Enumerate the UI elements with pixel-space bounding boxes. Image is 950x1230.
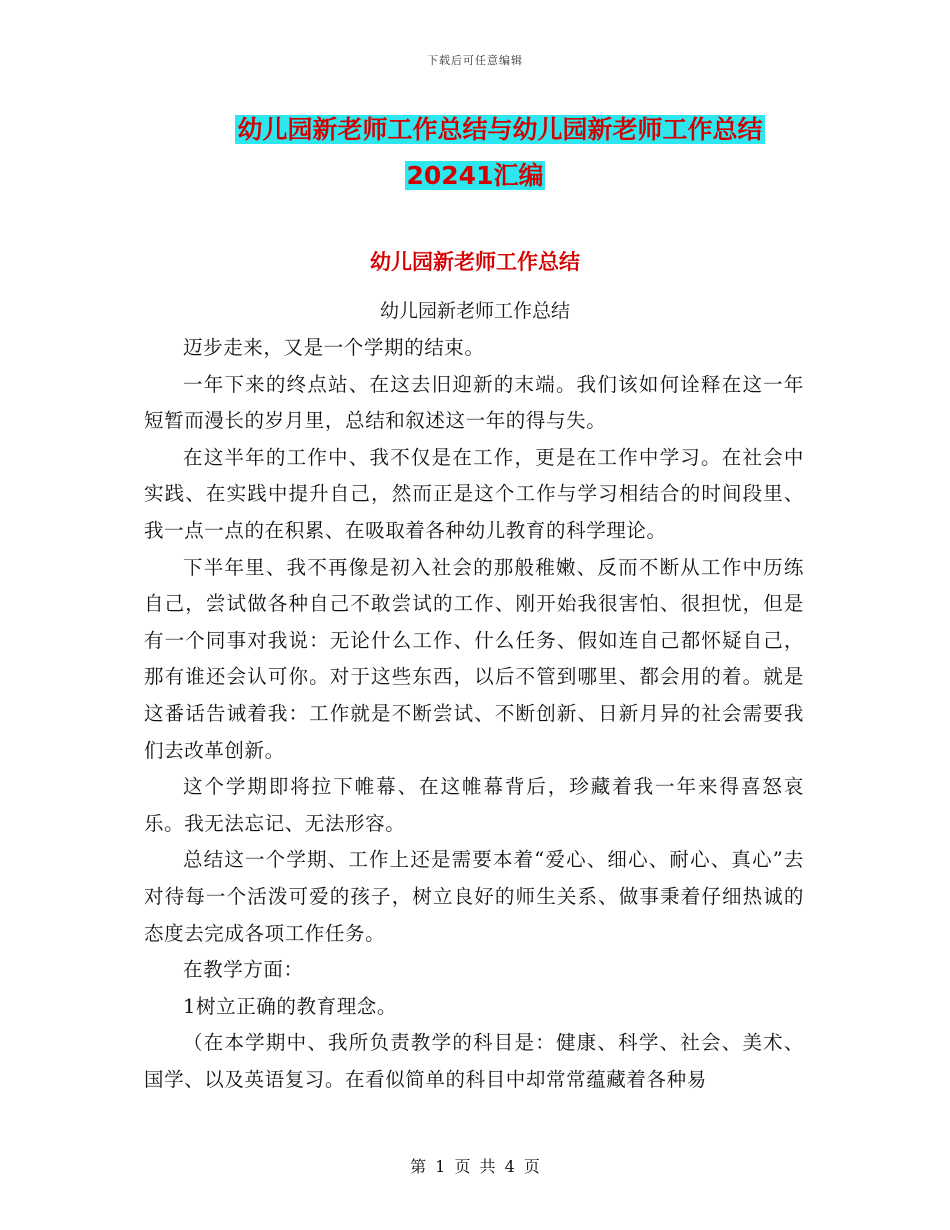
header-note: 下载后可任意编辑	[427, 54, 523, 67]
page-footer: 第 1 页 共 4 页	[410, 1157, 540, 1176]
paragraph: 一年下来的终点站、在这去旧迎新的末端。我们该如何诠释在这一年短暂而漫长的岁月里，总结和叙述这一年的得与失。	[144, 372, 804, 433]
paragraph: 这个学期即将拉下帷幕、在这帷幕背后，珍藏着我一年来得喜怒哀乐。我无法忘记、无法形容。	[144, 775, 804, 835]
paragraph: 在教学方面：	[183, 958, 304, 982]
paragraph: （在本学期中、我所负责教学的科目是：健康、科学、社会、美术、国学、以及英语复习。在看似简单的科目中却常常蕴藏着各种易	[144, 1031, 804, 1091]
paragraph: 总结这一个学期、工作上还是需要本着“爱心、细心、耐心、真心”去对待每一个活泼可爱的孩子，树立良好的师生关系、做事秉着仔细热诚的态度去完成各项工作任务。	[144, 848, 804, 945]
body-text	[144, 330, 804, 1098]
document-title-text-2: 20241汇编	[406, 161, 544, 190]
section-subheading: 幼儿园新老师工作总结	[379, 300, 570, 322]
paragraph: 迈步走来，又是一个学期的结束。	[183, 336, 485, 359]
paragraph: 下半年里、我不再像是初入社会的那般稚嫩、反而不断从工作中历练自己，尝试做各种自己不敢尝试的工作、刚开始我很害怕、很担忧，但是有一个同事对我说：无论什么工作、什么任务、假如连自己都怀疑自己，那有谁还会认可你。对于这些东西，以后不管到哪里、都会用的着。就是这番话告诫着我：工作就是不断尝试、不断创新、日新月异的社会需要我们去改革创新。	[144, 555, 804, 762]
paragraph: 在这半年的工作中、我不仅是在工作，更是在工作中学习。在社会中实践、在实践中提升自己，然而正是这个工作与学习相结合的时间段里、我一点一点的在积累、在吸取着各种幼儿教育的科学理论。	[144, 445, 804, 542]
document-title-line-2	[0, 156, 950, 196]
document-title-line-1	[0, 110, 950, 150]
section-heading: 幼儿园新老师工作总结	[370, 250, 580, 274]
paragraph: 1树立正确的教育理念。	[183, 994, 398, 1018]
document-title-text-1: 幼儿园新老师工作总结与幼儿园新老师工作总结	[237, 115, 763, 144]
